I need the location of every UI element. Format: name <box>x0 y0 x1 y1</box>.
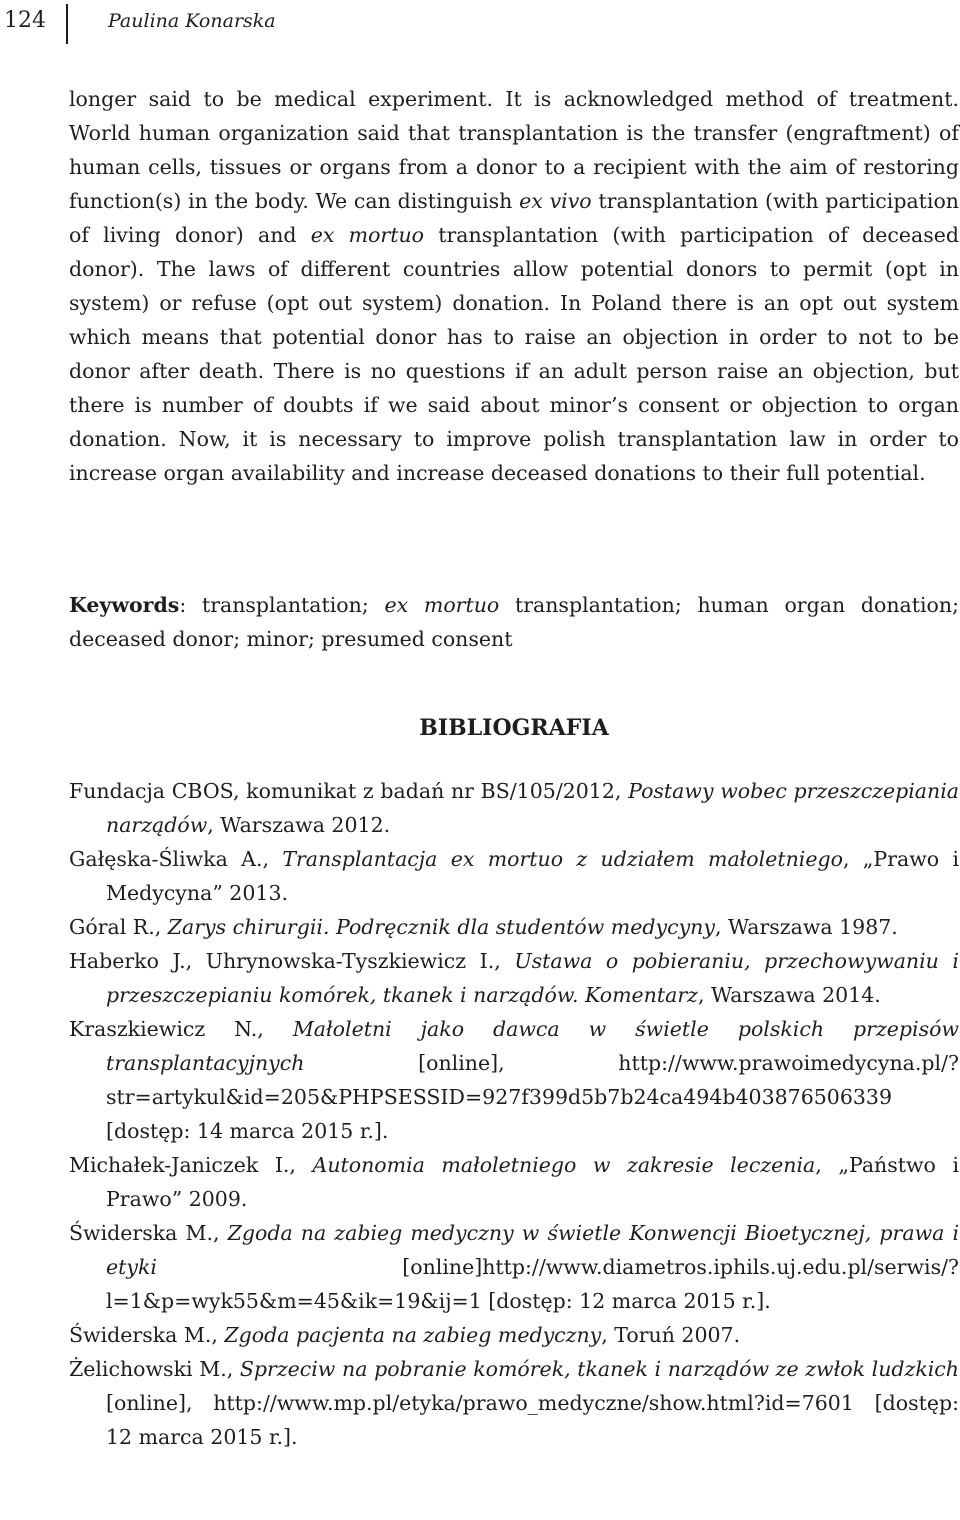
page-header <box>0 0 960 50</box>
bib-author: Michałek-Janiczek I., <box>69 1153 313 1177</box>
bib-title: Zgoda pacjenta na zabieg medyczny <box>224 1323 602 1347</box>
abstract-text-3: transplantation (with participation of deceased donor). The laws of different countries allow potential donors to permit (opt in system) or refuse (opt out system) donation. In Poland there is an opt out system which means that potential donor has to raise an objection in order to not to be donor after death. There is no questions if an adult person raise an objection, but there is number of doubts if we said about minor’s consent or objection to organ donation. Now, it is necessary to improve polish transplantation law in order to increase organ availability and increase deceased donations to their full potential. <box>69 223 959 485</box>
abstract-term-ex-mortuo: ex mortuo <box>310 223 425 247</box>
keywords-separator: : transplantation; <box>179 593 385 617</box>
running-head-author: Paulina Konarska <box>108 10 276 32</box>
bibliography-entry <box>69 1012 959 1148</box>
bib-details: , „Prawo i Medycyna” 2013. <box>106 847 959 905</box>
bibliography-entry <box>69 842 959 910</box>
bibliography-entry <box>69 1318 959 1352</box>
bib-author: Gałęska-Śliwka A., <box>69 847 283 871</box>
abstract-term-ex-vivo: ex vivo <box>519 189 592 213</box>
bibliography-heading: BIBLIOGRAFIA <box>419 715 609 741</box>
bib-details: , Warszawa 1987. <box>714 915 898 939</box>
bib-details: , Warszawa 2014. <box>697 983 881 1007</box>
abstract-text-1: longer said to be medical experiment. It is acknowledged method of treatment. World human organization said that transplantation is the transfer (engraftment) of human cells, tissues or organs from a donor to a recipient with the aim of restoring function(s) in the body. We can distinguish <box>69 87 959 213</box>
bib-title: Małoletni jako dawca w świetle polskich przepisów transplantacyjnych <box>106 1017 959 1075</box>
bib-details: , Warszawa 2012. <box>207 813 391 837</box>
keywords-rest: transplantation; human organ donation; deceased donor; minor; presumed consent <box>69 593 960 651</box>
bib-title: Ustawa o pobieraniu, przechowywaniu i przeszczepianiu komórek, tkanek i narządów. Komentarz <box>106 949 959 1007</box>
bib-details: [online], http://www.prawoimedycyna.pl/?str=artykul&id=205&PHPSESSID=927f399d5b7b24ca494b403876506339 [dostęp: 14 marca 2015 r.]. <box>106 1051 959 1143</box>
keywords-paragraph <box>69 588 959 656</box>
bib-details: , „Państwo i Prawo” 2009. <box>106 1153 960 1211</box>
bibliography-entry <box>69 1216 959 1318</box>
keywords-term-ex-mortuo: ex mortuo <box>384 593 500 617</box>
bib-title: Transplantacja ex mortuo z udziałem małoletniego <box>282 847 843 871</box>
bib-title: Zarys chirurgii. Podręcznik dla studentów medycyny <box>167 915 715 939</box>
bibliography-entry <box>69 774 959 842</box>
bib-title: Zgoda na zabieg medyczny w świetle Konwencji Bioetycznej, prawa i etyki <box>106 1221 959 1279</box>
bibliography-entry <box>69 944 959 1012</box>
bib-author: Świderska M., <box>69 1221 228 1245</box>
bib-details: [online]http://www.diametros.iphils.uj.edu.pl/serwis/?l=1&p=wyk55&m=45&ik=19&ij=1 [dostęp: 12 marca 2015 r.]. <box>106 1255 959 1313</box>
bibliography-list <box>69 774 959 1454</box>
bib-title: Autonomia małoletniego w zakresie leczenia <box>312 1153 816 1177</box>
bib-author: Haberko J., Uhrynowska-Tyszkiewicz I., <box>69 949 515 973</box>
bib-title: Postawy wobec przeszczepiania narządów <box>106 779 959 837</box>
keywords-label: Keywords <box>69 593 180 617</box>
bib-details: [online], http://www.mp.pl/etyka/prawo_medyczne/show.html?id=7601 [dostęp: 12 marca 2015 r.]. <box>106 1391 959 1449</box>
header-divider <box>66 4 68 44</box>
bib-title: Sprzeciw na pobranie komórek, tkanek i narządów ze zwłok ludzkich <box>239 1357 959 1381</box>
bibliography-entry <box>69 1148 959 1216</box>
bib-details: , Toruń 2007. <box>601 1323 741 1347</box>
abstract-paragraph <box>69 82 959 490</box>
page-number: 124 <box>4 8 46 33</box>
abstract-text-2: transplantation (with participation of living donor) and <box>69 189 960 247</box>
bib-author: Żelichowski M., <box>69 1357 240 1381</box>
bib-author: Góral R., <box>69 915 168 939</box>
bib-author: Fundacja CBOS, komunikat z badań nr BS/105/2012, <box>69 779 629 803</box>
bibliography-entry <box>69 910 959 944</box>
bib-author: Świderska M., <box>69 1323 225 1347</box>
bibliography-entry <box>69 1352 959 1454</box>
bib-author: Kraszkiewicz N., <box>69 1017 293 1041</box>
